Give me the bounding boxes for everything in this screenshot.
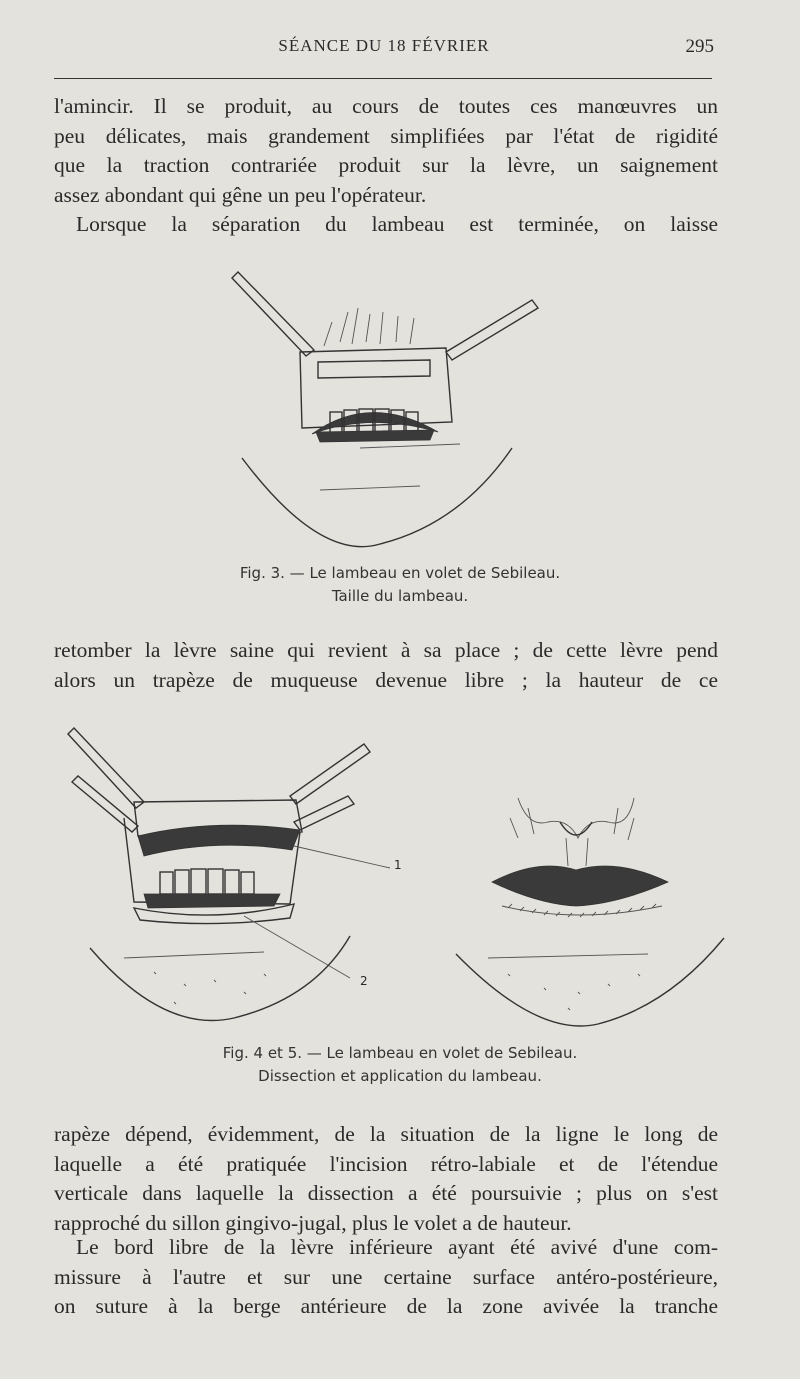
text-line: que la traction contrariée produit sur la lèvre, un saignement bbox=[54, 153, 718, 177]
paragraph-3 bbox=[54, 636, 718, 695]
text-line: alors un trapèze de muqueuse devenue libre ; la hauteur de ce bbox=[54, 667, 718, 692]
paragraph-2 bbox=[76, 210, 718, 240]
figure-4-illustration bbox=[64, 722, 410, 1030]
header-rule bbox=[54, 78, 712, 79]
text-line: laquelle a été pratiquée l'incision rétro-labiale et de l'étendue bbox=[54, 1151, 718, 1176]
page-number: 295 bbox=[685, 36, 714, 57]
text-line: l'amincir. Il se produit, au cours de toutes ces manœuvres un bbox=[54, 94, 718, 118]
text-line: missure à l'autre et sur une certaine surface antéro-postérieure, bbox=[54, 1264, 718, 1289]
paragraph-1 bbox=[54, 92, 718, 210]
figure-label-2: 2 bbox=[360, 974, 368, 988]
paragraph-4 bbox=[54, 1120, 718, 1238]
page-header bbox=[54, 36, 714, 66]
text-line: Lorsque la séparation du lambeau est terminée, on laisse bbox=[76, 212, 718, 236]
caption-line: Fig. 4 et 5. — Le lambeau en volet de Sebileau. bbox=[222, 1044, 578, 1062]
figure-5-illustration bbox=[448, 778, 728, 1030]
text-line: on suture à la berge antérieure de la zone avivée la tranche bbox=[54, 1294, 718, 1318]
text-line: rapproché du sillon gingivo-jugal, plus le volet a de hauteur. bbox=[54, 1210, 572, 1235]
text-line: peu délicates, mais grandement simplifiées par l'état de rigidité bbox=[54, 123, 718, 148]
caption-line: Fig. 3. — Le lambeau en volet de Sebileau. bbox=[239, 564, 561, 582]
paragraph-5 bbox=[54, 1233, 718, 1322]
running-title: SÉANCE DU 18 FÉVRIER bbox=[278, 36, 490, 55]
text-line: retomber la lèvre saine qui revient à sa place ; de cette lèvre pend bbox=[54, 638, 718, 662]
text-line: Le bord libre de la lèvre inférieure ayant été avivé d'une com- bbox=[76, 1235, 718, 1259]
caption-line: Dissection et application du lambeau. bbox=[258, 1067, 542, 1085]
figure-label-1: 1 bbox=[394, 858, 402, 872]
caption-line: Taille du lambeau. bbox=[331, 587, 469, 605]
text-line: rapèze dépend, évidemment, de la situation de la ligne le long de bbox=[54, 1122, 718, 1146]
figure-4-5-caption bbox=[0, 1042, 800, 1088]
text-line: assez abondant qui gêne un peu l'opérateur. bbox=[54, 182, 427, 207]
figure-3-illustration bbox=[220, 262, 550, 554]
text-line: verticale dans laquelle la dissection a été poursuivie ; plus on s'est bbox=[54, 1181, 718, 1205]
figure-3-caption bbox=[0, 562, 800, 608]
